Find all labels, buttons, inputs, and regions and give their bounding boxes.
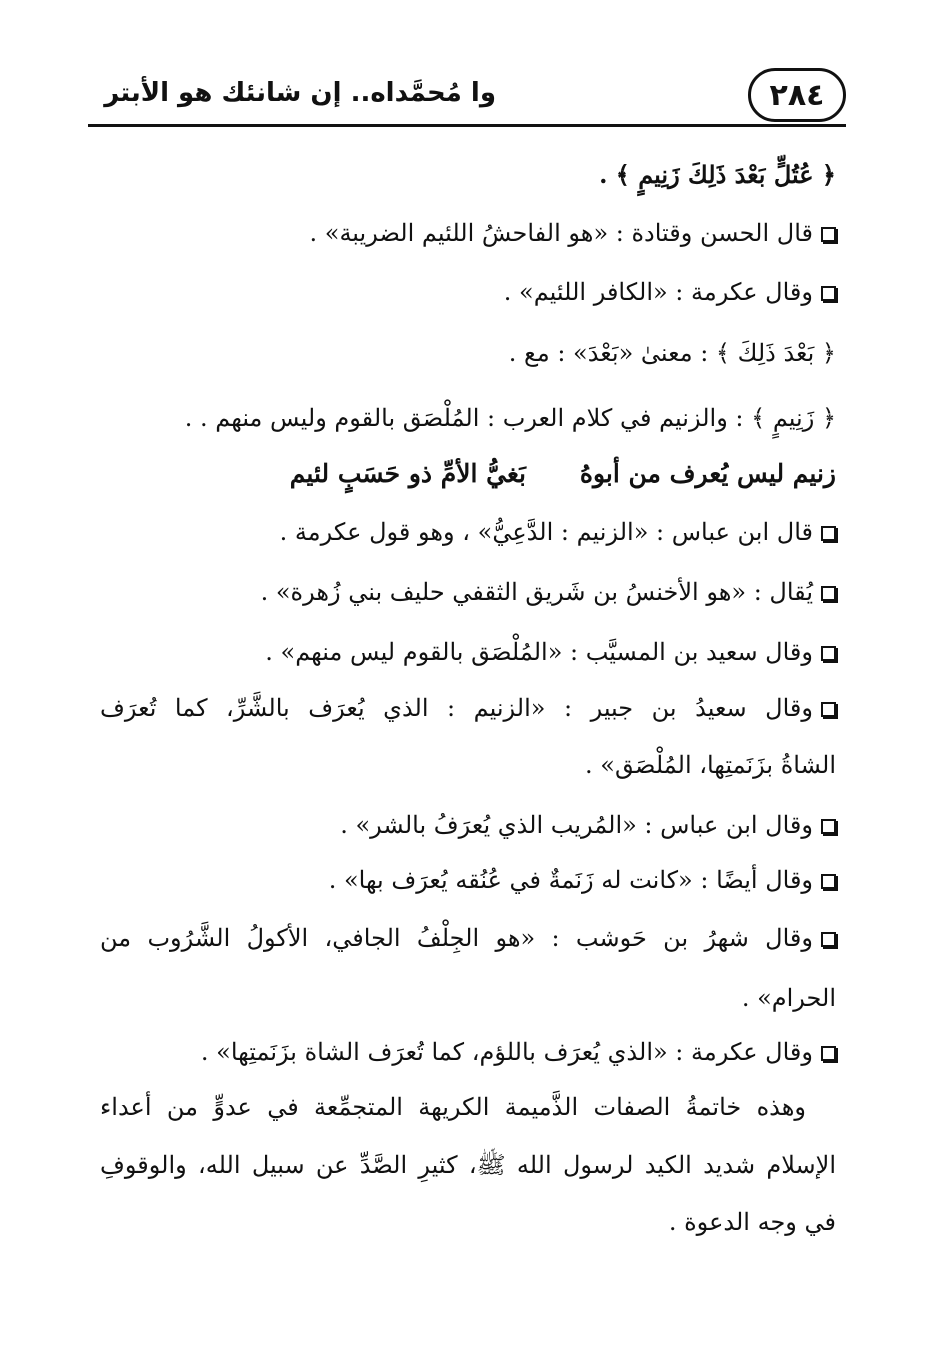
verse-line xyxy=(599,155,836,195)
gloss-line xyxy=(509,333,836,373)
square-bullet-icon xyxy=(821,646,836,661)
paragraph-line xyxy=(100,1145,836,1185)
page-number-badge: ٢٨٤ xyxy=(748,68,846,122)
quote-continuation xyxy=(742,978,836,1018)
paragraph-line xyxy=(100,1087,806,1127)
square-bullet-icon xyxy=(821,227,836,242)
paragraph-text: في وجه الدعوة . xyxy=(668,1208,836,1236)
square-bullet-icon xyxy=(821,702,836,717)
quote-text: وقال شهرُ بن حَوشب : «هو الجِلْفُ الجافي، الأكولُ الشَّرُوب من xyxy=(100,924,813,952)
quote-line xyxy=(201,1032,836,1072)
square-bullet-icon xyxy=(821,932,836,947)
quote-text: وقال أيضًا : «كانت له زَنَمةٌ في عُنُقه يُعرَف بها» . xyxy=(328,866,813,894)
square-bullet-icon xyxy=(821,586,836,601)
poem-hemistich-first: زنيم ليس يُعرف من أبوهُ xyxy=(579,459,836,488)
poem-hemistich-second: بَغيُّ الأمِّ ذو حَسَبٍ لئيم xyxy=(289,459,526,488)
quote-line xyxy=(100,688,836,728)
quote-line xyxy=(340,805,836,845)
gloss-text: ﴿ زَنِيمٍ ﴾ : والزنيم في كلام العرب : المُلْصَق بالقوم وليس منهم . . xyxy=(184,404,836,432)
square-bullet-icon xyxy=(821,286,836,301)
quote-text: يُقال : «هو الأخنسُ بن شَريق الثقفي حليف بني زُهرة» . xyxy=(260,578,813,606)
quote-text: قال الحسن وقتادة : «هو الفاحشُ اللئيم الضريبة» . xyxy=(309,219,813,247)
quote-line xyxy=(100,918,836,958)
quote-line xyxy=(280,512,836,552)
verse-text: ﴿ عُتُلٍّ بَعْدَ ذَلِكَ زَنِيمٍ ﴾ . xyxy=(599,160,836,189)
quote-line xyxy=(329,860,836,900)
quote-continuation xyxy=(585,745,836,785)
gloss-line xyxy=(185,398,836,438)
running-title: وا مُحمَّداه.. إن شانئك هو الأبتر xyxy=(104,78,496,108)
quote-line xyxy=(265,632,836,672)
quote-line xyxy=(310,213,837,253)
square-bullet-icon xyxy=(821,1046,836,1061)
quote-text: وقال ابن عباس : «المُريب الذي يُعرَفُ بالشر» . xyxy=(340,811,813,839)
page-header xyxy=(88,68,846,130)
quote-text: الشاةُ بزَنَمتِها، المُلْصَق» . xyxy=(585,751,836,779)
quote-text: وقال سعيدُ بن جبير : «الزنيم : الذي يُعرَف بالشَّرِّ، كما تُعرَف xyxy=(100,694,813,722)
paragraph-text: وهذه خاتمةُ الصفات الذَّميمة الكريهة المتجمِّعة في عدوٍّ من أعداء xyxy=(100,1093,806,1121)
quote-text: وقال عكرمة : «الذي يُعرَف باللؤم، كما تُعرَف الشاة بزَنَمتِها» . xyxy=(200,1038,813,1066)
quote-line xyxy=(261,572,836,612)
quote-text: وقال سعيد بن المسيَّب : «المُلْصَق بالقوم ليس منهم» . xyxy=(265,638,813,666)
quote-line xyxy=(504,272,836,312)
header-rule xyxy=(88,124,846,127)
quote-text: قال ابن عباس : «الزنيم : الدَّعِيُّ» ، وهو قول عكرمة . xyxy=(279,518,813,546)
paragraph-line xyxy=(669,1202,836,1242)
paragraph-text: الإسلام شديد الكيد لرسول الله ﷺ، كثيرِ الصَّدِّ عن سبيل الله، والوقوفِ xyxy=(100,1151,836,1179)
square-bullet-icon xyxy=(821,819,836,834)
square-bullet-icon xyxy=(821,874,836,889)
quote-text: وقال عكرمة : «الكافر اللئيم» . xyxy=(503,278,813,306)
gloss-text: ﴿ بَعْدَ ذَلِكَ ﴾ : معنىٰ «بَعْدَ» : مع . xyxy=(508,339,836,367)
square-bullet-icon xyxy=(821,526,836,541)
quote-text: الحرام» . xyxy=(741,984,836,1012)
